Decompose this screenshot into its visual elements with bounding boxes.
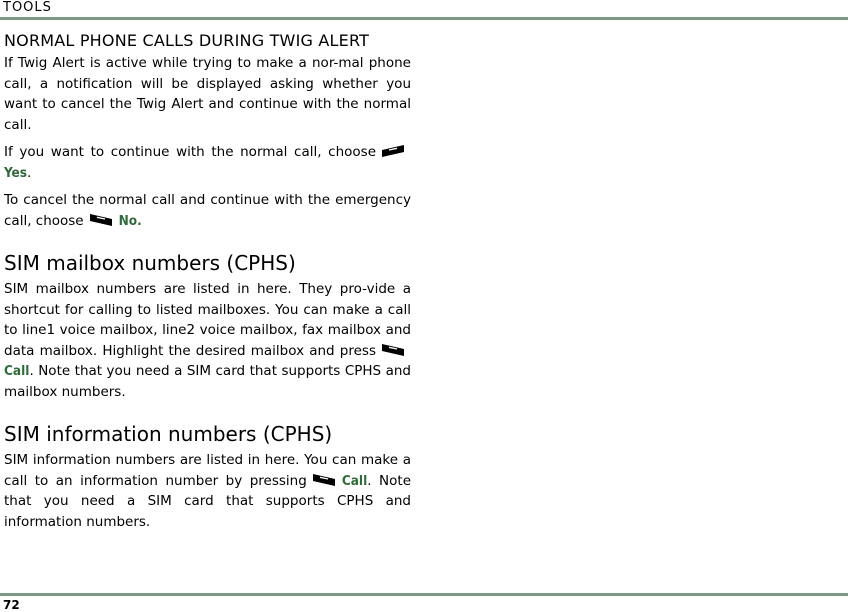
- left-softkey-icon: [380, 144, 406, 158]
- header-divider: [0, 17, 848, 20]
- paragraph: [4, 279, 411, 402]
- key-label-yes: Yes: [4, 164, 28, 181]
- section-title: SIM information numbers (CPHS): [4, 422, 333, 446]
- paragraph: [4, 450, 411, 532]
- paragraph: If Twig Alert is active while trying to make a nor-mal phone call, a notification will be displayed asking whether you want to cancel the Twig Alert and continue with the normal call.: [4, 55, 411, 133]
- paragraph-text: SIM mailbox numbers are listed in here. They pro-vide a shortcut for calling to listed mailboxes. You can make a call to line1 voice mailbox, line2 voice mailbox, fax mailbox and data mailbox. Highlight the desired mailbox and press: [4, 281, 411, 359]
- paragraph-text: . Note that you need a SIM card that supports CPHS and mailbox numbers.: [4, 363, 411, 400]
- key-label-call: Call: [341, 472, 368, 489]
- paragraph-text: SIM information numbers are listed in here. You can make a call to an information number by pressing: [4, 452, 411, 489]
- page-number: 72: [3, 598, 20, 612]
- paragraph: [4, 142, 411, 183]
- page-content: [4, 30, 411, 532]
- key-label-no: No.: [118, 212, 142, 229]
- key-label-call: Call: [4, 363, 30, 379]
- footer-divider: [0, 593, 848, 596]
- section-twig-alert: [4, 30, 411, 231]
- paragraph-text: . Note that you need a SIM card that supports CPHS and information numbers.: [4, 472, 411, 530]
- right-softkey-icon: [88, 213, 114, 227]
- right-softkey-icon: [380, 343, 406, 357]
- right-softkey-icon: [311, 473, 337, 487]
- paragraph-text: To cancel the normal call and continue with the emergency call, choose: [4, 192, 411, 229]
- section-sim-mailbox: [4, 250, 411, 402]
- section-title: SIM mailbox numbers (CPHS): [4, 251, 296, 275]
- paragraph-text: .: [27, 164, 32, 181]
- section-sim-information: [4, 421, 411, 532]
- section-title: NORMAL PHONE CALLS DURING TWIG ALERT: [4, 31, 370, 50]
- paragraph-text: If you want to continue with the normal call, choose: [4, 144, 376, 160]
- header-section-label: TOOLS: [3, 0, 52, 15]
- paragraph: [4, 190, 411, 231]
